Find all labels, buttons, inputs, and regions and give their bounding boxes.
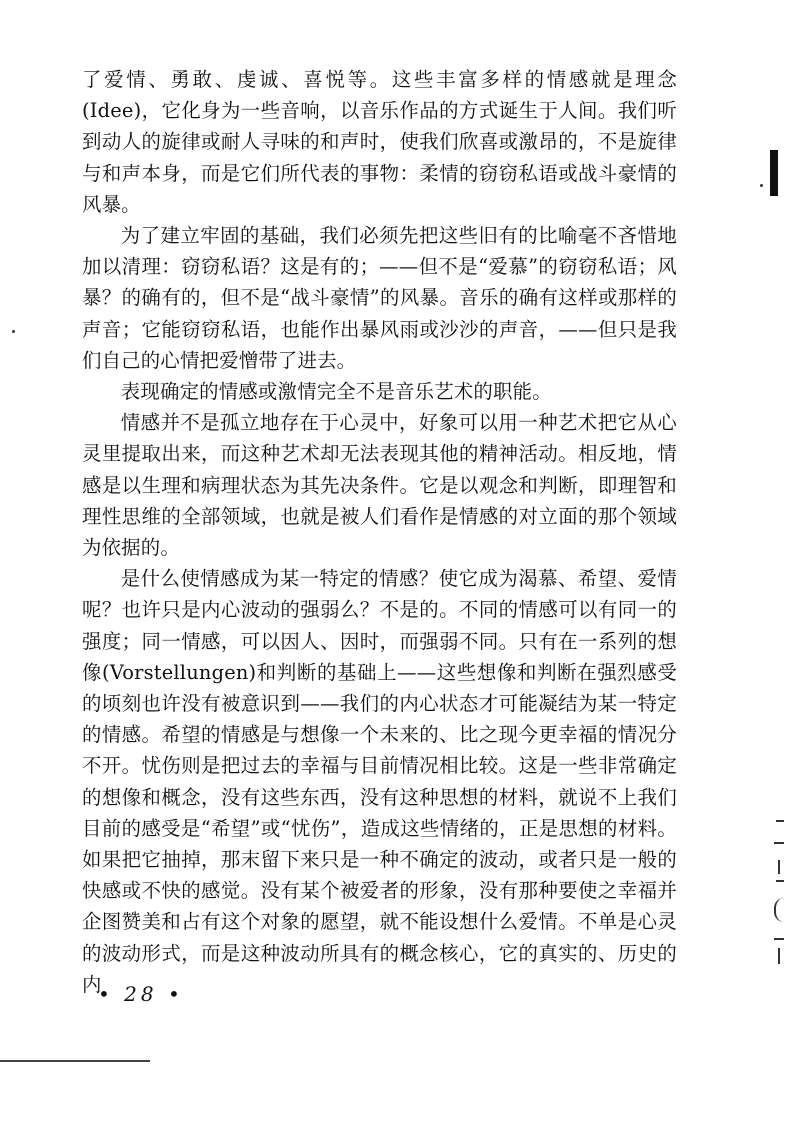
paragraph-3: 表现确定的情感或激情完全不是音乐艺术的职能。 [120, 380, 552, 404]
paragraph-5: 是什么使情感成为某一特定的情感？使它成为渴慕、希望、爱情呢？也许只是内心波动的强弱么？不是的。不同的情感可以有同一的强度；同一情感，可以因人、因时，而强弱不同。只有在一系列的想像(Vorstellungen)和判断的基础上——这些想像和判断在强烈感受的顷刻也许没有被意识到——我们的内心状态才可能凝结为某一特定的情感。希望的情感是与想像一个未来的、比之现今更幸福的情况分不开。忧伤则是把过去的幸福与目前情况相比较。这是一些非常确定的想像和概念，没有这些东西，没有这种思想的材料，就说不上我们目前的感受是“希望”或“忧伤”，造成这些情绪的，正是思想的材料。如果把它抽掉，那末留下来只是一种不确定的波动，或者只是一般的快感或不快的感觉。没有某个被爱者的形象，没有那种要使之幸福并企图赞美和占有这个对象的愿望，就不能设想什么爱情。不单是心灵的波动形式，而是这种波动所具有的概念核心，它的真实的、历史的内 [82, 567, 677, 996]
margin-dash-mark [778, 948, 780, 964]
paragraph-2: 为了建立牢固的基础，我们必须先把这些旧有的比喻毫不吝惜地加以清理：窃窃私语？这是有的；——但不是“爱慕”的窃窃私语；风暴？的确有的，但不是“战斗豪情”的风暴。音乐的确有这样或那样的声音；它能窃窃私语，也能作出暴风雨或沙沙的声音，——但只是我们自己的心情把爱憎带了进去。 [82, 224, 677, 372]
scan-edge-line [0, 1060, 150, 1062]
paragraph-1: 了爱情、勇敢、虔诚、喜悦等。这些丰富多样的情感就是理念(Idee)，它化身为一些音响，以音乐作品的方式诞生于人间。我们听到动人的旋律或耐人寻味的和声时，使我们欣喜或激昂的，不是旋律与和声本身，而是它们所代表的事物：柔情的窃窃私语或战斗豪情的风暴。 [82, 68, 677, 216]
margin-scan-marks [770, 820, 790, 980]
paragraph-4: 情感并不是孤立地存在于心灵中，好象可以用一种艺术把它从心灵里提取出来，而这种艺术却无法表现其他的精神活动。相反地，情感是以生理和病理状态为其先决条件。它是以观念和判断，即理智和理性思维的全部领域，也就是被人们看作是情感的对立面的那个领域为依据的。 [82, 411, 677, 560]
margin-dash-mark [778, 860, 780, 874]
margin-dash-mark [774, 842, 784, 844]
margin-dash-mark [776, 820, 784, 822]
margin-dash-mark [774, 938, 784, 940]
page-number: • 28 • [98, 982, 184, 1006]
margin-bar-mark [770, 150, 778, 196]
margin-dot-mark [12, 330, 15, 333]
body-text [82, 64, 677, 1000]
margin-dash-mark [776, 880, 784, 882]
margin-dot-mark [760, 184, 763, 187]
margin-curve-mark [774, 898, 784, 922]
